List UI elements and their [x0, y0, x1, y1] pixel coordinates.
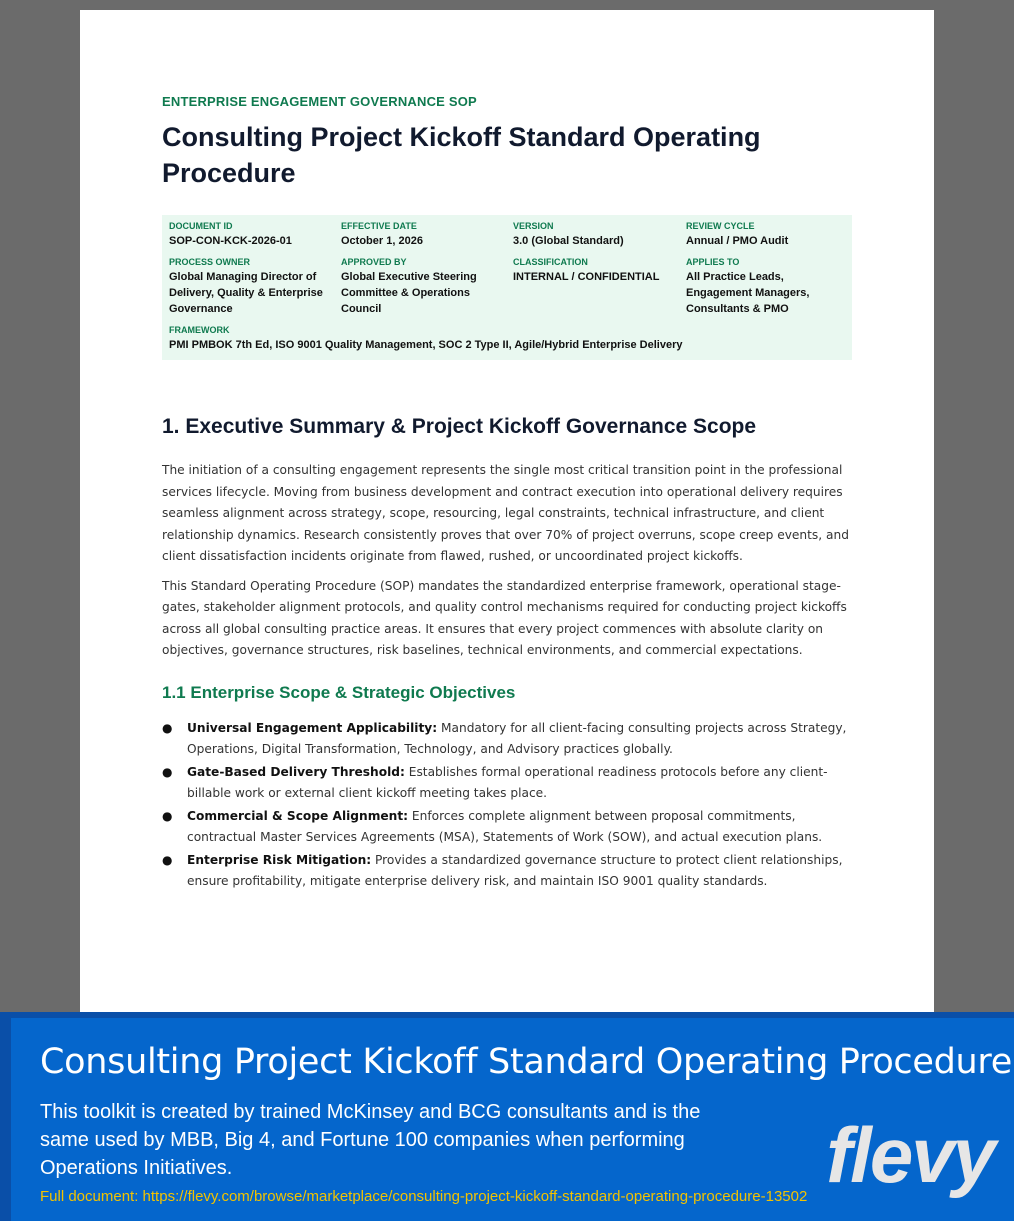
meta-value: SOP-CON-KCK-2026-01 — [169, 235, 292, 247]
list-item-term: Universal Engagement Applicability: — [187, 720, 438, 735]
meta-label: APPLIES TO — [686, 257, 740, 267]
paragraph: The initiation of a consulting engagement represents the single most critical transition point in the professional services lifecycle. Moving from business development and contract execution into operational delivery requires seamless alignment across strategy, scope, resourcing, legal constraints, technical infrastructure, and client relationship dynamics. Research consistently proves that over 70% of project overruns, scope creep events, and client dissatisfaction incidents originate from flawed, rushed, or uncoordinated project kickoffs. — [162, 463, 849, 563]
document-title: Consulting Project Kickoff Standard Operating Procedure — [162, 122, 761, 188]
meta-label: CLASSIFICATION — [513, 257, 588, 267]
meta-value: Annual / PMO Audit — [686, 235, 789, 247]
bullet-icon: ● — [162, 852, 173, 867]
meta-value: All Practice Leads, Engagement Managers, Consultants & PMO — [686, 271, 810, 315]
list-item-term: Gate-Based Delivery Threshold: — [187, 764, 405, 779]
meta-label: DOCUMENT ID — [169, 221, 233, 231]
objectives-list — [162, 718, 852, 893]
promo-banner — [0, 1012, 1014, 1221]
meta-applies-to — [686, 257, 846, 317]
meta-value: INTERNAL / CONFIDENTIAL — [513, 271, 660, 283]
meta-document-id — [169, 221, 341, 249]
list-item-text: Establishes formal operational readiness protocols before any client-billable work or external client kickoff meeting takes place. — [187, 764, 828, 800]
bullet-icon: ● — [162, 808, 173, 823]
banner-description: This toolkit is created by trained McKinsey and BCG consultants and is the same used by MBB, Big 4, and Fortune 100 companies when performing Operations Initiatives. — [40, 1101, 701, 1179]
meta-value: Global Managing Director of Delivery, Quality & Enterprise Governance — [169, 271, 323, 315]
meta-label: EFFECTIVE DATE — [341, 221, 417, 231]
meta-value: PMI PMBOK 7th Ed, ISO 9001 Quality Management, SOC 2 Type II, Agile/Hybrid Enterprise Delivery — [169, 339, 683, 351]
subsection-heading: 1.1 Enterprise Scope & Strategic Objectives — [162, 682, 516, 702]
meta-version — [513, 221, 686, 249]
list-item — [162, 762, 852, 805]
meta-framework — [169, 325, 845, 353]
meta-label: VERSION — [513, 221, 554, 231]
meta-value: Global Executive Steering Committee & Operations Council — [341, 271, 477, 315]
meta-approved-by — [341, 257, 513, 317]
meta-review-cycle — [686, 221, 846, 249]
document-page — [80, 10, 934, 1014]
meta-label: APPROVED BY — [341, 257, 407, 267]
meta-effective-date — [341, 221, 513, 249]
list-item — [162, 806, 852, 849]
paragraph: This Standard Operating Procedure (SOP) mandates the standardized enterprise framework, operational stage-gates, stakeholder alignment protocols, and quality control mechanisms required for conducting project kickoffs across all global consulting practice areas. It ensures that every project commences with absolute clarity on objectives, governance structures, risk baselines, technical environments, and commercial expectations. — [162, 578, 847, 657]
list-item-term: Enterprise Risk Mitigation: — [187, 852, 372, 867]
list-item-text: Mandatory for all client-facing consulting projects across Strategy, Operations, Digital Transformation, Technology, and Advisory practices globally. — [187, 720, 847, 756]
metadata-table — [162, 215, 852, 360]
meta-value: 3.0 (Global Standard) — [513, 235, 624, 247]
list-item — [162, 718, 852, 761]
meta-label: REVIEW CYCLE — [686, 221, 755, 231]
list-item-text: Provides a standardized governance structure to protect client relationships, ensure profitability, mitigate enterprise delivery risk, and maintain ISO 9001 quality standards. — [187, 852, 843, 888]
list-item-text: Enforces complete alignment between proposal commitments, contractual Master Services Agreements (MSA), Statements of Work (SOW), and actual execution plans. — [187, 808, 823, 844]
flevy-logo: flevy — [826, 1111, 994, 1199]
list-item — [162, 850, 852, 893]
list-item-term: Commercial & Scope Alignment: — [187, 808, 409, 823]
meta-label: PROCESS OWNER — [169, 257, 251, 267]
document-eyebrow: ENTERPRISE ENGAGEMENT GOVERNANCE SOP — [162, 94, 477, 109]
meta-label: FRAMEWORK — [169, 325, 230, 335]
meta-process-owner — [169, 257, 341, 317]
bullet-icon: ● — [162, 720, 173, 735]
banner-title: Consulting Project Kickoff Standard Operating Procedure — [40, 1042, 1012, 1082]
bullet-icon: ● — [162, 764, 173, 779]
meta-value: October 1, 2026 — [341, 235, 423, 247]
meta-classification — [513, 257, 686, 317]
section-heading: 1. Executive Summary & Project Kickoff Governance Scope — [162, 415, 757, 438]
full-document-link[interactable]: Full document: https://flevy.com/browse/marketplace/consulting-project-kickoff-standard-operating-procedure-13502 — [40, 1188, 808, 1205]
